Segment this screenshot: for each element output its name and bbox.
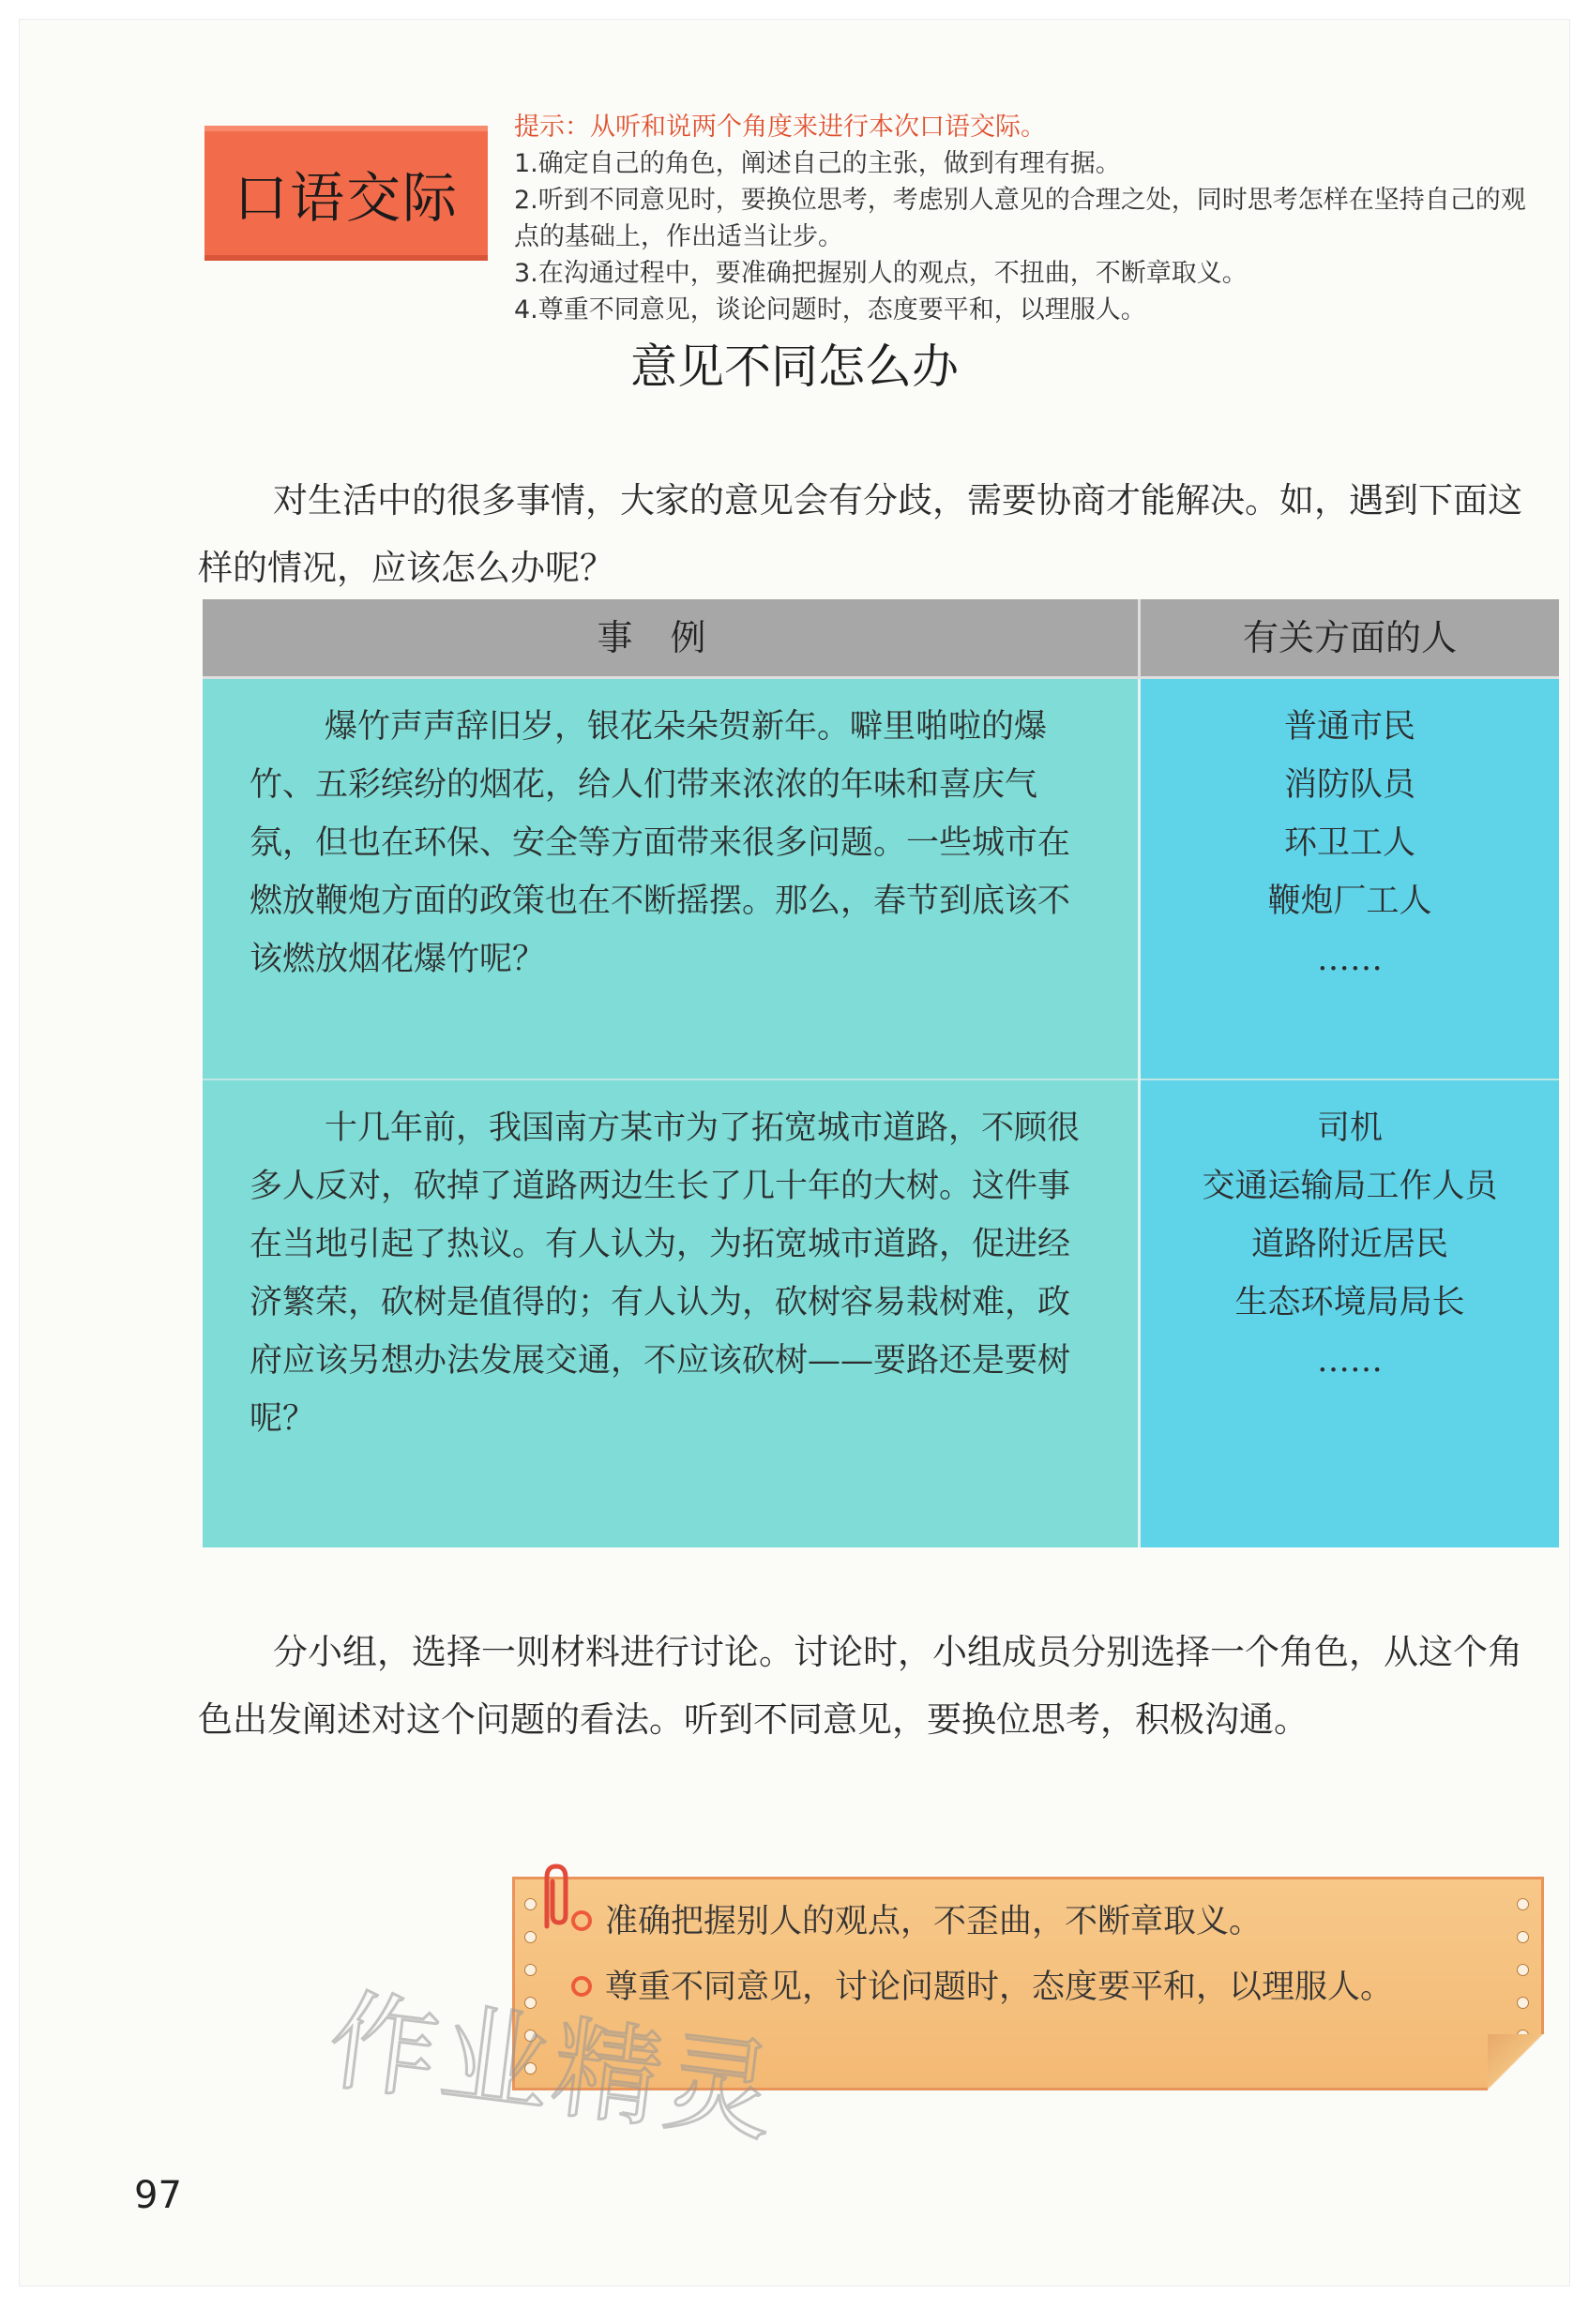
tip-item: 4.尊重不同意见，谈论问题时，态度要平和，以理服人。 <box>514 295 1146 324</box>
column-header-people: 有关方面的人 <box>1140 599 1560 678</box>
tips-heading: 提示：从听和说两个角度来进行本次口语交际。 <box>514 113 1046 142</box>
list-item: 生态环境局局长 <box>1234 1284 1465 1321</box>
list-item: 道路附近居民 <box>1250 1226 1448 1263</box>
instruction-paragraph: 分小组，选择一则材料进行讨论。讨论时，小组成员分别选择一个角色，从这个角色出发阐述对这个问题的看法。听到不同意见，要换位思考，积极沟通。 <box>198 1632 1522 1740</box>
page-curl <box>1488 2034 1544 2090</box>
case-text: 十几年前，我国南方某市为了拓宽城市道路，不顾很多人反对，砍掉了道路两边生长了几十年的大树。这件事在当地引起了热议。有人认为，为拓宽城市道路，促进经济繁荣，砍树是值得的；有人认为，砍树容易栽树难，政府应该另想办法发展交通，不应该砍树——要路还是要树呢？ <box>203 1079 1140 1547</box>
lesson-title: 意见不同怎么办 <box>630 340 959 394</box>
note-item-text: 准确把握别人的观点，不歪曲，不断章取义。 <box>605 1903 1263 1940</box>
list-item: 环卫工人 <box>1283 824 1415 862</box>
table-row <box>203 678 1559 1080</box>
column-header-case: 事例 <box>203 599 1140 678</box>
table-row <box>203 1079 1559 1547</box>
textbook-page <box>19 19 1570 2286</box>
intro-paragraph: 对生活中的很多事情，大家的意见会有分歧，需要协商才能解决。如，遇到下面这样的情况，应该怎么办呢？ <box>198 480 1522 588</box>
table-header-row <box>203 599 1559 678</box>
people-list <box>1140 1079 1560 1547</box>
note-item <box>571 1889 1485 1954</box>
case-text: 爆竹声声辞旧岁，银花朵朵贺新年。噼里啪啦的爆竹、五彩缤纷的烟花，给人们带来浓浓的年味和喜庆气氛，但也在环保、安全等方面带来很多问题。一些城市在燃放鞭炮方面的政策也在不断摇摆。那么，春节到底该不该燃放烟花爆竹呢？ <box>203 678 1140 1080</box>
list-item: 消防队员 <box>1283 766 1415 804</box>
list-item: …… <box>1317 1342 1383 1380</box>
paperclip-icon <box>519 1861 584 1936</box>
section-badge <box>204 126 488 261</box>
people-list <box>1140 678 1560 1080</box>
list-item: 交通运输局工作人员 <box>1202 1168 1498 1205</box>
tip-item: 3.在沟通过程中，要准确把握别人的观点，不扭曲，不断章取义。 <box>514 259 1248 288</box>
circle-bullet-icon <box>571 1976 592 1997</box>
list-item: 司机 <box>1316 1109 1383 1147</box>
note-item <box>571 1954 1485 2020</box>
tip-item: 2.听到不同意见时，要换位思考，考虑别人意见的合理之处，同时思考怎样在坚持自己的观点的基础上，作出适当让步。 <box>514 186 1526 251</box>
page-number: 97 <box>134 2174 182 2217</box>
note-item-text: 尊重不同意见，讨论问题时，态度要平和，以理服人。 <box>605 1969 1394 2006</box>
section-badge-label: 口语交际 <box>233 166 459 230</box>
tip-item: 1.确定自己的角色，阐述自己的主张，做到有理有据。 <box>514 149 1121 178</box>
tips-box <box>514 109 1527 328</box>
list-item: …… <box>1317 941 1383 978</box>
list-item: 普通市民 <box>1283 708 1415 746</box>
cases-table <box>203 599 1559 1547</box>
list-item: 鞭炮厂工人 <box>1267 883 1432 920</box>
reminder-note <box>512 1877 1544 2090</box>
